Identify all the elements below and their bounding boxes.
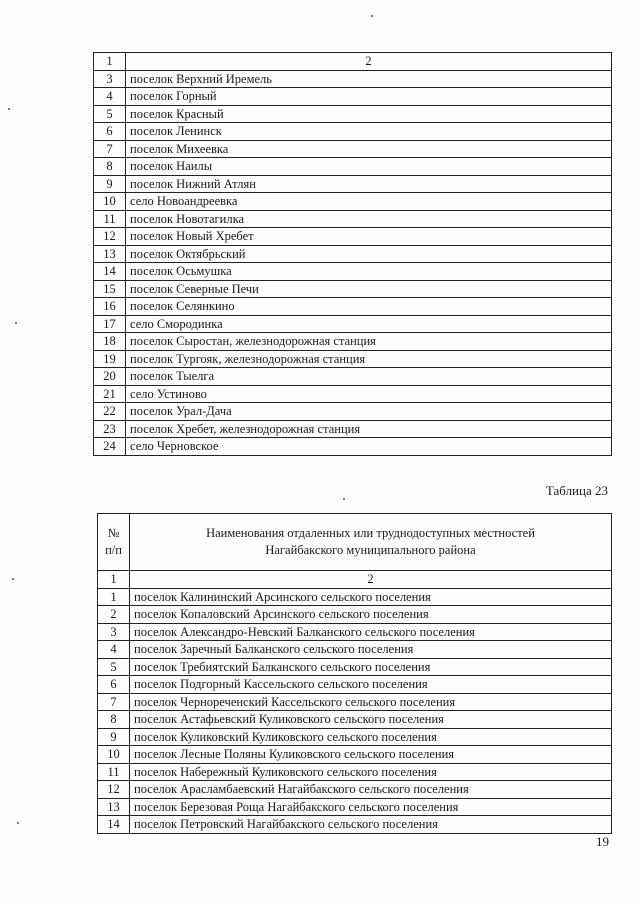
locality-name: поселок Михеевка <box>126 140 612 158</box>
header-title-line2: Нагайбакского муниципального района <box>265 543 476 557</box>
header-number-sign: № <box>107 526 120 540</box>
locality-name: поселок Северные Печи <box>126 280 612 298</box>
table-row <box>94 350 612 368</box>
locality-name: село Смородинка <box>126 315 612 333</box>
locality-name: поселок Заречный Балканского сельского поселения <box>130 641 612 659</box>
column-header-name <box>130 514 612 571</box>
table-row <box>94 385 612 403</box>
table-row <box>94 420 612 438</box>
row-number: 6 <box>98 676 130 694</box>
locality-name: село Новоандреевка <box>126 193 612 211</box>
table-row <box>94 88 612 106</box>
locality-name: поселок Астафьевский Куликовского сельского поселения <box>130 711 612 729</box>
table-row <box>94 123 612 141</box>
scan-speck <box>17 822 19 824</box>
row-number: 14 <box>94 263 126 281</box>
settlements-table-continued <box>93 52 612 456</box>
row-number: 21 <box>94 385 126 403</box>
locality-name: поселок Сыростан, железнодорожная станция <box>126 333 612 351</box>
row-number: 8 <box>98 711 130 729</box>
row-number: 18 <box>94 333 126 351</box>
locality-name: поселок Новотагилка <box>126 210 612 228</box>
page-number: 19 <box>596 834 609 849</box>
row-number: 9 <box>98 728 130 746</box>
row-number: 11 <box>98 763 130 781</box>
row-number: 3 <box>98 623 130 641</box>
row-number: 22 <box>94 403 126 421</box>
locality-name: поселок Хребет, железнодорожная станция <box>126 420 612 438</box>
row-number: 12 <box>94 228 126 246</box>
row-number: 19 <box>94 350 126 368</box>
table-row <box>94 245 612 263</box>
locality-name: поселок Селянкино <box>126 298 612 316</box>
table-row <box>98 798 612 816</box>
row-number: 13 <box>94 245 126 263</box>
row-number: 10 <box>98 746 130 764</box>
table-row <box>98 816 612 834</box>
table-row <box>94 263 612 281</box>
locality-name: поселок Набережный Куликовского сельского поселения <box>130 763 612 781</box>
row-number: 2 <box>98 606 130 624</box>
table-row <box>94 280 612 298</box>
table-row <box>98 588 612 606</box>
row-number: 15 <box>94 280 126 298</box>
table-row <box>94 368 612 386</box>
column-number-cell: 1 <box>98 571 130 589</box>
row-number: 6 <box>94 123 126 141</box>
table-row <box>94 228 612 246</box>
table-row <box>94 298 612 316</box>
locality-name: поселок Тыелга <box>126 368 612 386</box>
locality-name: поселок Красный <box>126 105 612 123</box>
scan-speck <box>15 322 17 324</box>
table-row <box>94 105 612 123</box>
locality-name: поселок Лесные Поляны Куликовского сельского поселения <box>130 746 612 764</box>
row-number: 9 <box>94 175 126 193</box>
row-number: 11 <box>94 210 126 228</box>
locality-name: поселок Тургояк, железнодорожная станция <box>126 350 612 368</box>
table-header-row <box>94 53 612 71</box>
locality-name: поселок Требиятский Балканского сельского поселения <box>130 658 612 676</box>
table-row <box>94 438 612 456</box>
column-number-cell: 1 <box>94 53 126 71</box>
row-number: 24 <box>94 438 126 456</box>
table-row <box>98 711 612 729</box>
table-subheader-row <box>98 571 612 589</box>
row-number: 3 <box>94 70 126 88</box>
locality-name: поселок Александро-Невский Балканского сельского поселения <box>130 623 612 641</box>
locality-name: поселок Арасламбаевский Нагайбакского сельского поселения <box>130 781 612 799</box>
table-row <box>98 763 612 781</box>
row-number: 5 <box>98 658 130 676</box>
row-number: 13 <box>98 798 130 816</box>
table-row <box>94 333 612 351</box>
locality-name: поселок Копаловский Арсинского сельского поселения <box>130 606 612 624</box>
locality-name: поселок Октябрьский <box>126 245 612 263</box>
row-number: 12 <box>98 781 130 799</box>
locality-name: поселок Подгорный Кассельского сельского поселения <box>130 676 612 694</box>
row-number: 10 <box>94 193 126 211</box>
table-row <box>98 728 612 746</box>
table-row <box>94 193 612 211</box>
table-row <box>98 781 612 799</box>
row-number: 14 <box>98 816 130 834</box>
row-number: 4 <box>94 88 126 106</box>
locality-name: село Устиново <box>126 385 612 403</box>
locality-name: село Черновское <box>126 438 612 456</box>
locality-name: поселок Горный <box>126 88 612 106</box>
table-row <box>94 403 612 421</box>
row-number: 7 <box>98 693 130 711</box>
locality-name: поселок Нижний Атлян <box>126 175 612 193</box>
scan-speck <box>371 15 373 17</box>
table-row <box>94 315 612 333</box>
table-row <box>94 70 612 88</box>
table-row <box>94 175 612 193</box>
table-row <box>98 623 612 641</box>
table-row <box>94 210 612 228</box>
locality-name: поселок Березовая Роща Нагайбакского сельского поселения <box>130 798 612 816</box>
locality-name: поселок Калининский Арсинского сельского поселения <box>130 588 612 606</box>
row-number: 20 <box>94 368 126 386</box>
locality-name: поселок Верхний Иремель <box>126 70 612 88</box>
locality-name: поселок Ленинск <box>126 123 612 141</box>
table-row <box>98 676 612 694</box>
column-number-cell: 2 <box>130 571 612 589</box>
table-row <box>94 158 612 176</box>
row-number: 4 <box>98 641 130 659</box>
header-title-line1: Наименования отдаленных или труднодоступных местностей <box>206 526 535 540</box>
scan-speck <box>8 108 10 110</box>
locality-name: поселок Осьмушка <box>126 263 612 281</box>
row-number: 5 <box>94 105 126 123</box>
locality-name: поселок Новый Хребет <box>126 228 612 246</box>
locality-name: поселок Наилы <box>126 158 612 176</box>
column-header-number <box>98 514 130 571</box>
table-row <box>98 658 612 676</box>
row-number: 16 <box>94 298 126 316</box>
locality-name: поселок Урал-Дача <box>126 403 612 421</box>
table-header-row <box>98 514 612 571</box>
table-row <box>98 746 612 764</box>
column-number-cell: 2 <box>126 53 612 71</box>
row-number: 23 <box>94 420 126 438</box>
row-number: 1 <box>98 588 130 606</box>
row-number: 7 <box>94 140 126 158</box>
row-number: 8 <box>94 158 126 176</box>
table-caption: Таблица 23 <box>545 483 608 498</box>
table-row <box>98 606 612 624</box>
scan-speck <box>12 578 14 580</box>
remote-localities-table <box>97 513 612 834</box>
locality-name: поселок Чернореченский Кассельского сельского поселения <box>130 693 612 711</box>
header-number-abbrev: п/п <box>105 543 122 557</box>
table-row <box>98 693 612 711</box>
table-row <box>94 140 612 158</box>
locality-name: поселок Куликовский Куликовского сельского поселения <box>130 728 612 746</box>
row-number: 17 <box>94 315 126 333</box>
table-row <box>98 641 612 659</box>
locality-name: поселок Петровский Нагайбакского сельского поселения <box>130 816 612 834</box>
scan-speck <box>343 498 345 500</box>
